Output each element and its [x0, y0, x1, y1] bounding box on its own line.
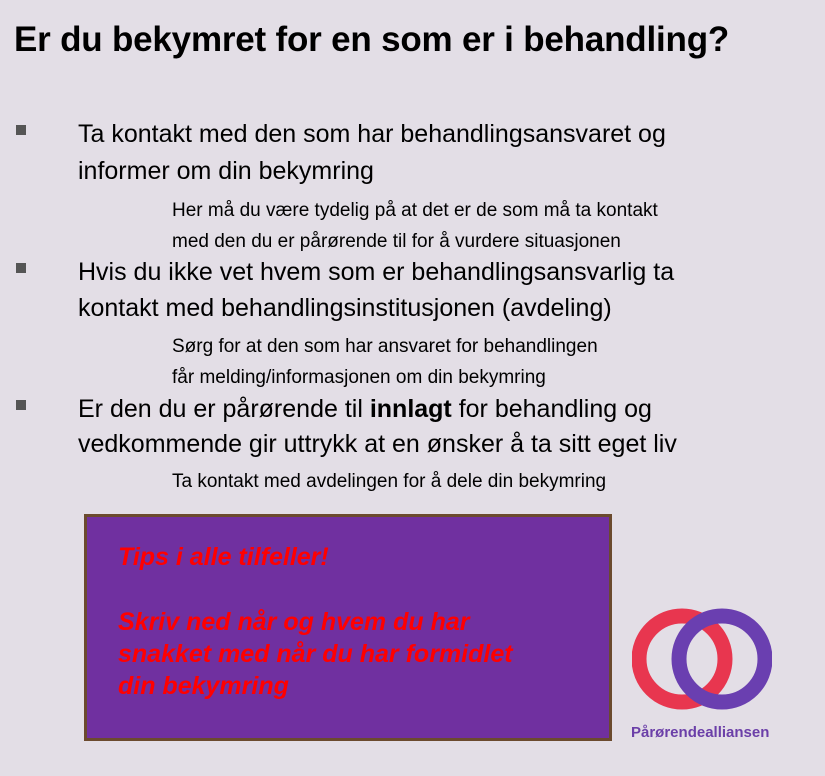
tips-line-3: din bekymring — [118, 672, 289, 700]
logo-name: Pårørendealliansen — [631, 724, 770, 741]
item-3-text-after: for behandling og — [451, 395, 652, 423]
item-3-bold-word: innlagt — [369, 395, 452, 423]
item-3-line-2: vedkommende gir uttrykk at en ønsker å ta sitt eget liv — [78, 430, 677, 458]
item-2-line-1: Hvis du ikke vet hvem som er behandlingsansvarlig ta — [78, 258, 675, 286]
item-2-sub-line-1: Sørg for at den som har ansvaret for behandlingen — [172, 336, 598, 357]
tips-heading: Tips i alle tilfeller! — [118, 543, 329, 571]
tips-box — [84, 514, 612, 741]
item-1-line-2: informer om din bekymring — [78, 157, 374, 185]
logo-rings-icon — [632, 604, 772, 714]
item-1-sub-line-2: med den du er pårørende til for å vurdere situasjonen — [172, 231, 621, 252]
item-2-line-2: kontakt med behandlingsinstitusjonen (avdeling) — [78, 294, 612, 322]
tips-line-1: Skriv ned når og hvem du har — [118, 608, 470, 636]
item-1-sub-line-1: Her må du være tydelig på at det er de som må ta kontakt — [172, 200, 658, 221]
item-3-sub-line-1: Ta kontakt med avdelingen for å dele din bekymring — [172, 471, 607, 492]
bullet-icon — [16, 400, 26, 410]
item-2-sub-line-2: får melding/informasjonen om din bekymring — [172, 367, 546, 388]
bullet-icon — [16, 263, 26, 273]
bullet-icon — [16, 125, 26, 135]
item-3-text-before: Er den du er pårørende til — [78, 395, 370, 423]
item-3-line-1 — [78, 392, 652, 427]
tips-line-2: snakket med når du har formidlet — [118, 640, 513, 668]
page-title: Er du bekymret for en som er i behandling? — [14, 20, 730, 59]
item-1-line-1: Ta kontakt med den som har behandlingsansvaret og — [78, 120, 666, 148]
